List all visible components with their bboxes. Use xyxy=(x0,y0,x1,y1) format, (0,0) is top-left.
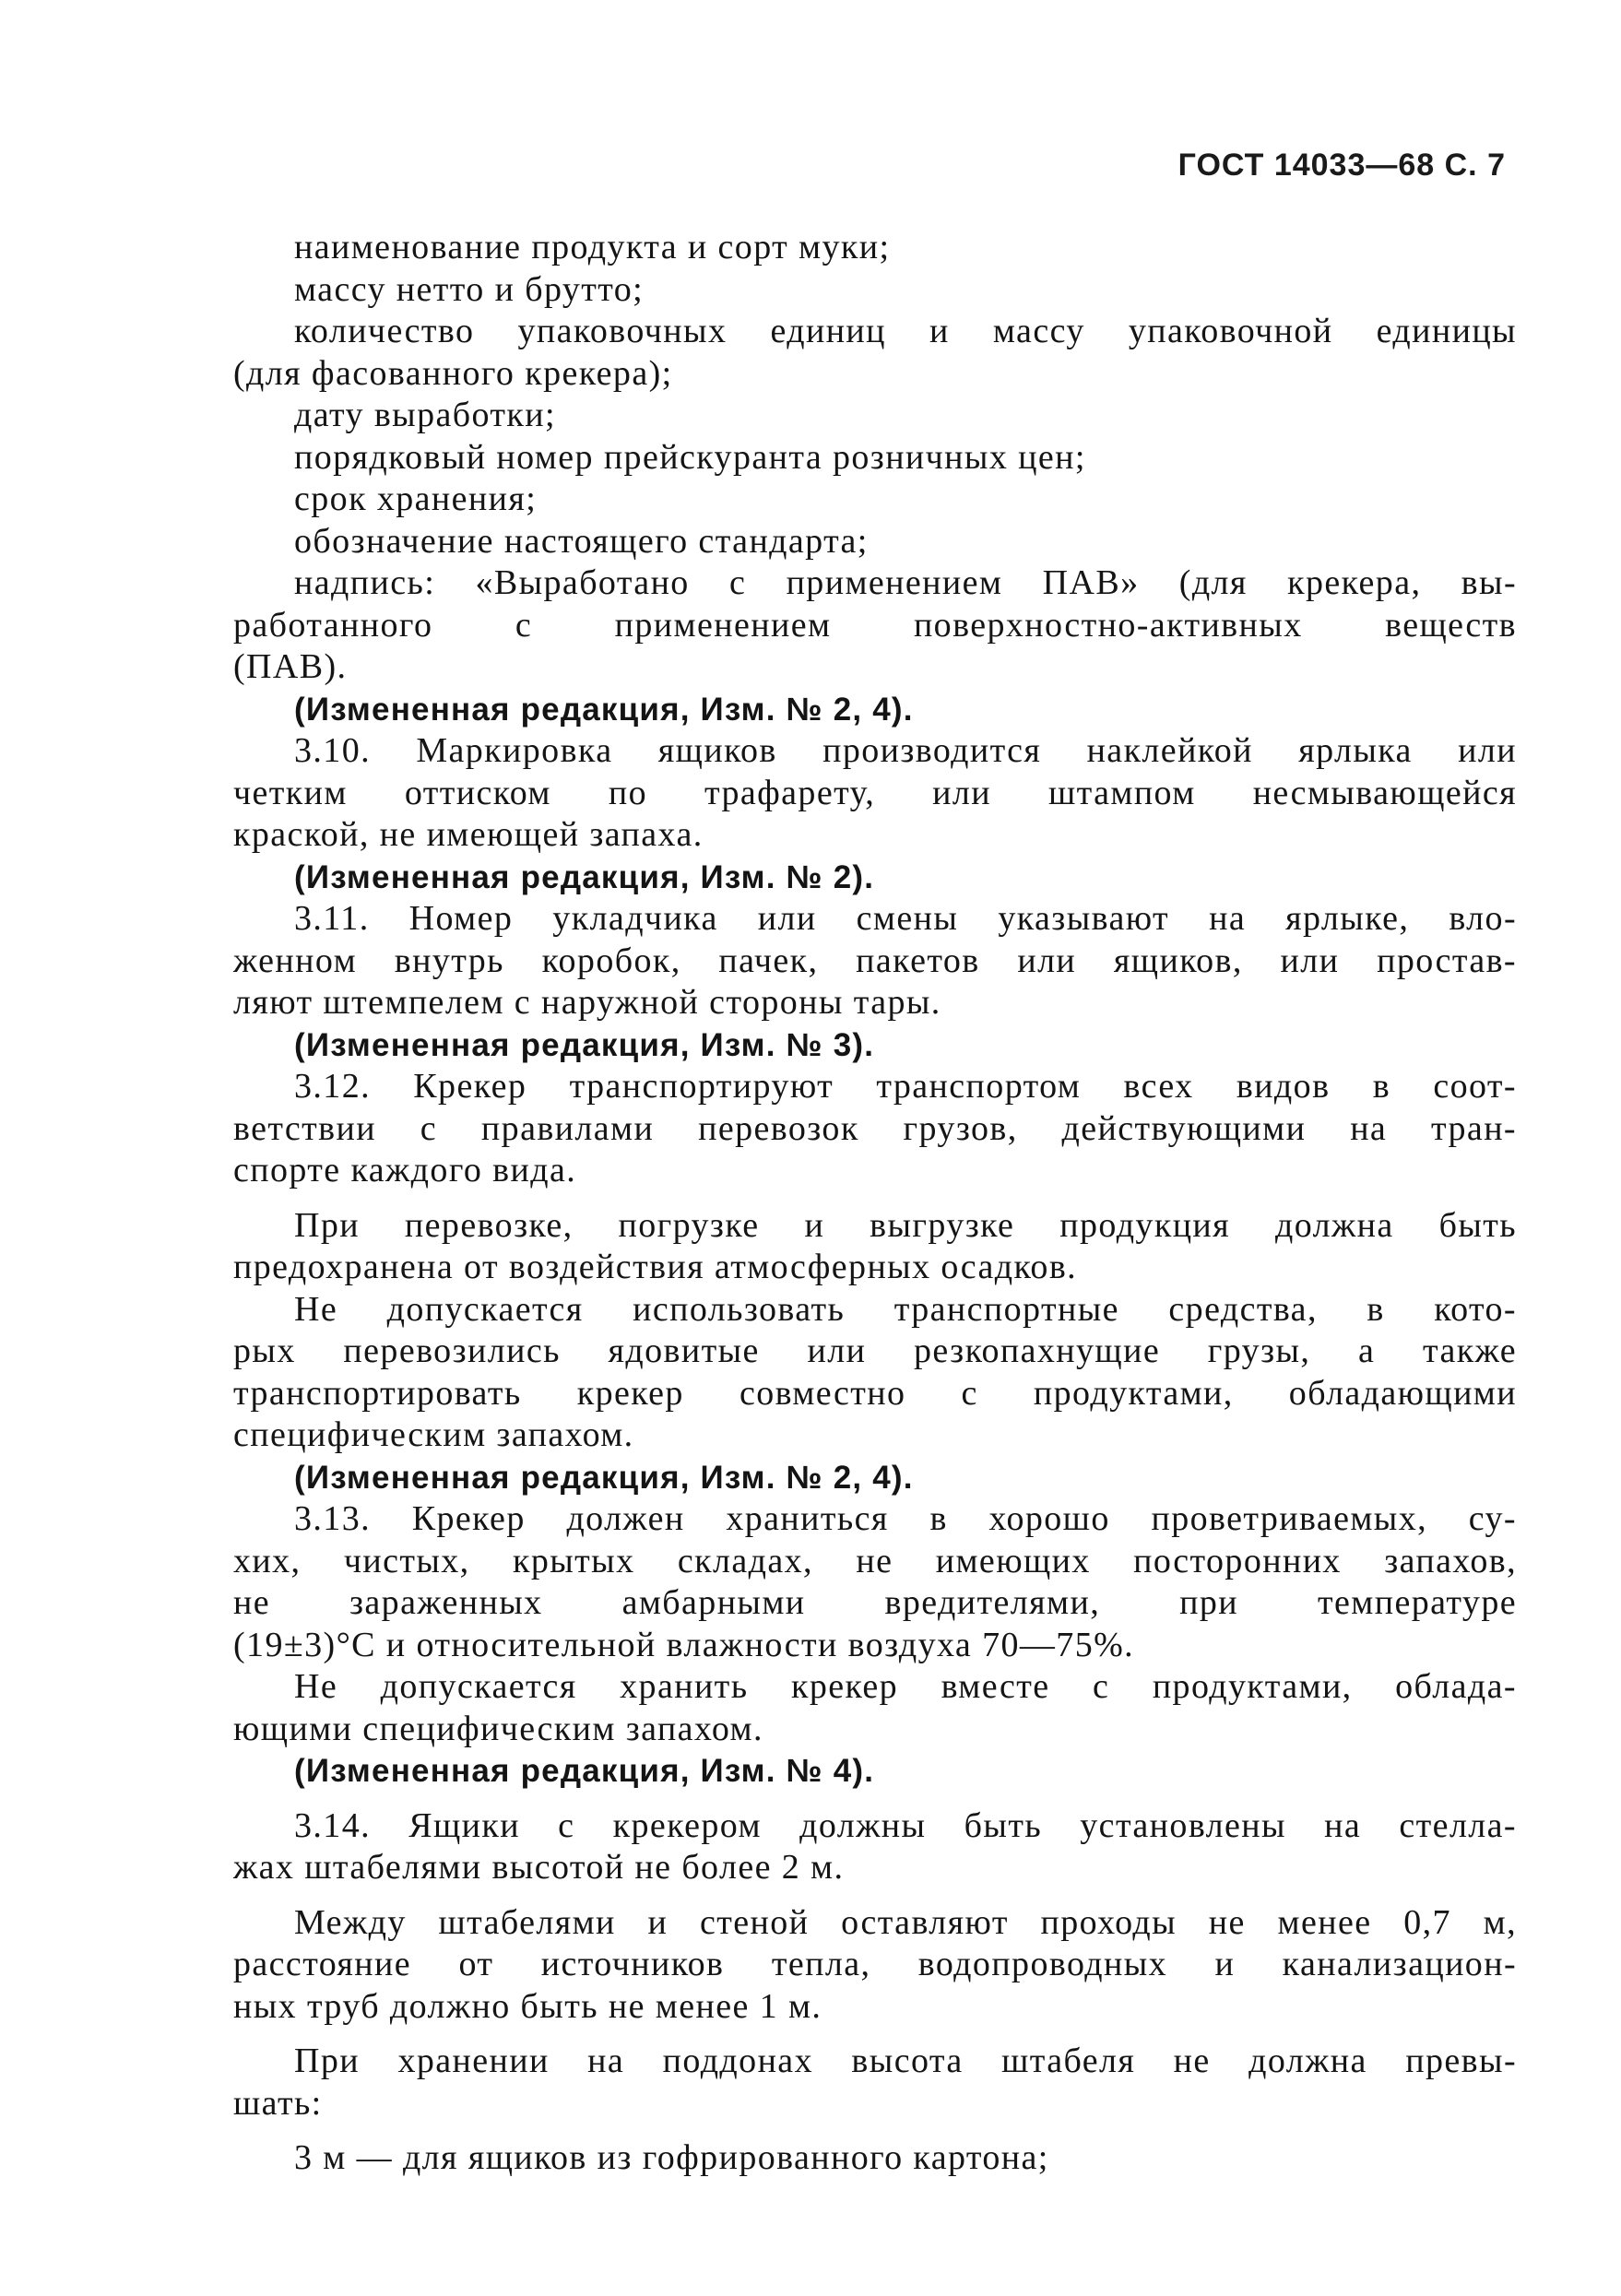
text-line: ных труб должно быть не менее 1 м. xyxy=(233,1986,822,2026)
text-line: не зараженных амбарными вредителями, при температуре xyxy=(233,1583,1517,1622)
text-line: жах штабелями высотой не более 2 м. xyxy=(233,1848,845,1887)
running-header: ГОСТ 14033—68 С. 7 xyxy=(1177,148,1506,183)
text-line: Не допускается использовать транспортные средства, в кото- xyxy=(294,1289,1517,1329)
text-line: Между штабелями и стеной оставляют проходы не менее 0,7 м, xyxy=(294,1902,1517,1942)
amendment-note: (Измененная редакция, Изм. № 2, 4). xyxy=(294,691,914,728)
text-line: наименование продукта и сорт муки; xyxy=(294,228,891,266)
text-line: четким оттиском по трафарету, или штампом несмывающейся xyxy=(233,773,1517,812)
text-line: хих, чистых, крытых складах, не имеющих посторонних запахов, xyxy=(233,1541,1517,1580)
text-line: специфическим запахом. xyxy=(233,1415,634,1454)
amendment-note: (Измененная редакция, Изм. № 2, 4). xyxy=(294,1459,914,1496)
text-line: работанного с применением поверхностно-активных веществ xyxy=(233,605,1517,645)
text-line: расстояние от источников тепла, водопроводных и канализацион- xyxy=(233,1945,1517,1983)
text-line: 3.12. Крекер транспортируют транспортом всех видов в соот- xyxy=(294,1067,1517,1106)
amendment-note: (Измененная редакция, Изм. № 2). xyxy=(294,858,875,895)
text-line: транспортировать крекер совместно с продуктами, обладающими xyxy=(233,1373,1517,1413)
text-line: шать: xyxy=(233,2083,323,2123)
text-line: 3 м — для ящиков из гофрированного картона; xyxy=(294,2138,1049,2177)
text-line: ветствии с правилами перевозок грузов, действующими на тран- xyxy=(233,1108,1517,1148)
amendment-note: (Измененная редакция, Изм. № 3). xyxy=(294,1026,875,1063)
text-line: Не допускается хранить крекер вместе с продуктами, облада- xyxy=(294,1667,1517,1706)
text-line: срок хранения; xyxy=(294,479,538,518)
amendment-note: (Измененная редакция, Изм. № 4). xyxy=(294,1753,875,1789)
text-line: предохранена от воздействия атмосферных осадков. xyxy=(233,1248,1078,1286)
text-line: 3.13. Крекер должен храниться в хорошо проветриваемых, су- xyxy=(294,1499,1517,1538)
text-line: надпись: «Выработано с применением ПАВ» (для крекера, вы- xyxy=(294,563,1517,602)
text-line: количество упаковочных единиц и массу упаковочной единицы xyxy=(294,312,1517,350)
text-line: порядковый номер прейскуранта розничных цен; xyxy=(294,437,1086,477)
document-body xyxy=(233,227,1517,2180)
text-line: обозначение настоящего стандарта; xyxy=(294,521,869,561)
text-line: (для фасованного крекера); xyxy=(233,353,673,393)
text-line: При перевозке, погрузке и выгрузке продукция должна быть xyxy=(294,1205,1517,1245)
text-line: 3.10. Маркировка ящиков производится наклейкой ярлыка или xyxy=(294,731,1517,770)
text-line: 3.14. Ящики с крекером должны быть установлены на стелла- xyxy=(294,1805,1517,1845)
text-line: При хранении на поддонах высота штабеля не должна превы- xyxy=(294,2042,1517,2080)
text-line: (ПАВ). xyxy=(233,647,348,686)
text-line: ляют штемпелем с наружной стороны тары. xyxy=(233,983,941,1022)
text-line: (19±3)°С и относительной влажности воздуха 70—75%. xyxy=(233,1625,1135,1664)
text-line: ющими специфическим запахом. xyxy=(233,1709,763,1748)
text-line: дату выработки; xyxy=(294,396,556,434)
text-line: женном внутрь коробок, пачек, пакетов или ящиков, или простав- xyxy=(233,941,1517,980)
text-line: массу нетто и брутто; xyxy=(294,269,645,309)
text-line: рых перевозились ядовитые или резкопахнущие грузы, а также xyxy=(233,1331,1517,1370)
text-line: краской, не имеющей запаха. xyxy=(233,815,704,854)
text-line: спорте каждого вида. xyxy=(233,1151,577,1189)
text-line: 3.11. Номер укладчика или смены указывают на ярлыке, вло- xyxy=(294,899,1517,938)
